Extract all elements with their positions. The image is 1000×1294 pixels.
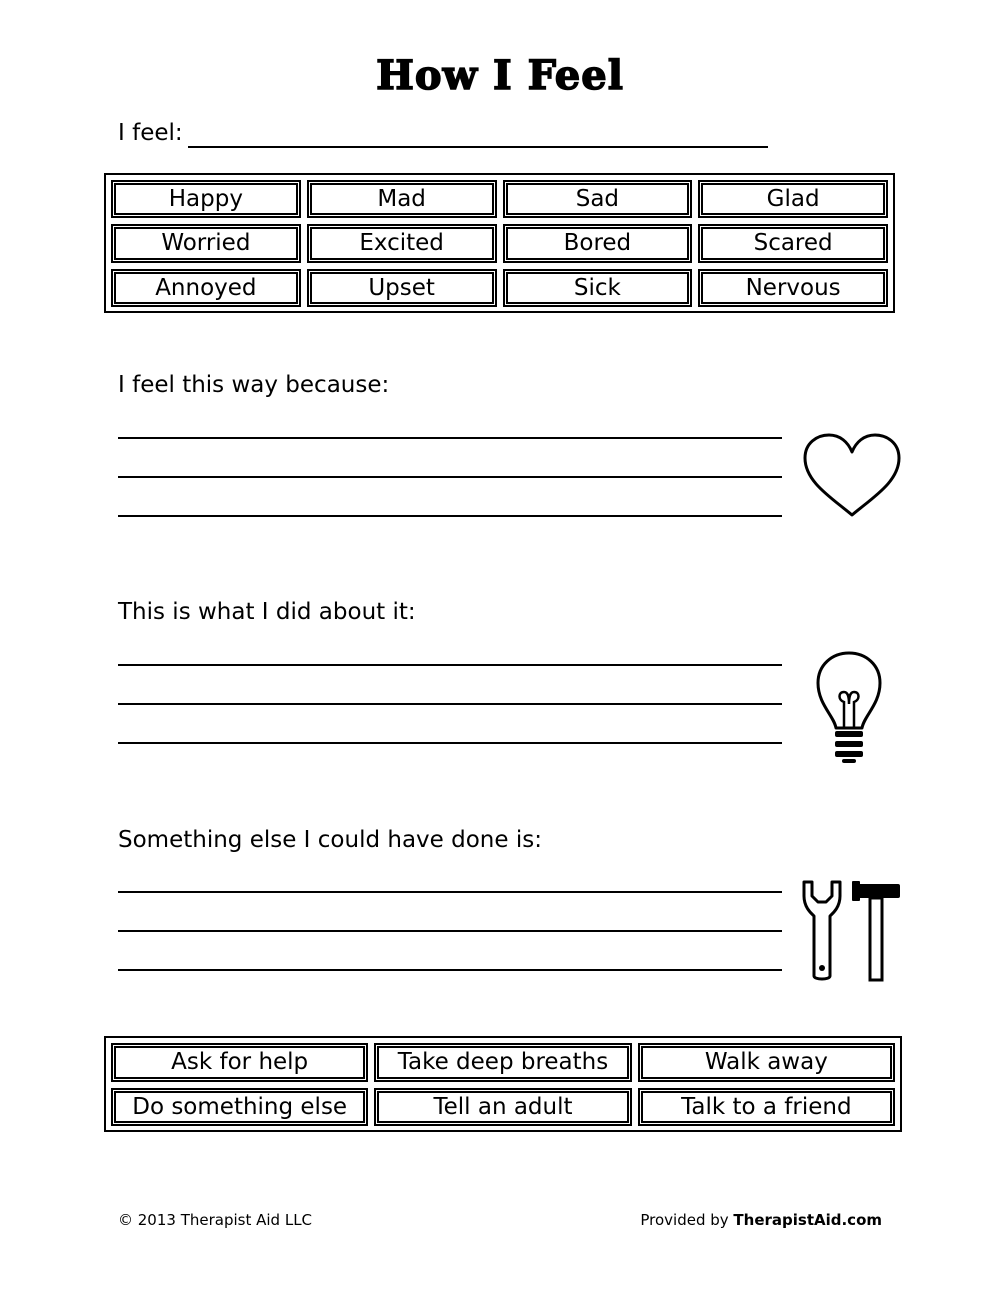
page-title: How I Feel <box>376 52 624 99</box>
copyright-text: © 2013 Therapist Aid LLC <box>118 1211 313 1229</box>
because-prompt: I feel this way because: <box>118 372 390 398</box>
because-line-2[interactable] <box>118 476 782 478</box>
provided-by <box>640 1211 882 1229</box>
feeling-cell[interactable]: Upset <box>307 269 497 307</box>
feeling-cell[interactable]: Worried <box>111 224 301 262</box>
feeling-cell[interactable]: Annoyed <box>111 269 301 307</box>
did-line-1[interactable] <box>118 664 782 666</box>
action-cell[interactable]: Take deep breaths <box>374 1043 631 1082</box>
provided-prefix: Provided by <box>640 1211 734 1229</box>
lightbulb-icon <box>814 650 884 765</box>
feeling-cell[interactable]: Excited <box>307 224 497 262</box>
feeling-cell[interactable]: Glad <box>698 180 888 218</box>
action-cell[interactable]: Tell an adult <box>374 1088 631 1127</box>
did-line-2[interactable] <box>118 703 782 705</box>
provided-site-link[interactable]: TherapistAid.com <box>733 1211 882 1229</box>
feeling-cell[interactable]: Sad <box>503 180 693 218</box>
could-line-3[interactable] <box>118 969 782 971</box>
feeling-cell[interactable]: Mad <box>307 180 497 218</box>
because-line-1[interactable] <box>118 437 782 439</box>
tools-icon <box>798 878 906 984</box>
feeling-cell[interactable]: Nervous <box>698 269 888 307</box>
i-feel-blank[interactable] <box>188 146 768 148</box>
action-cell[interactable]: Walk away <box>638 1043 895 1082</box>
i-feel-label: I feel: <box>118 120 183 146</box>
did-about-it-prompt: This is what I did about it: <box>118 599 416 625</box>
action-cell[interactable]: Talk to a friend <box>638 1088 895 1127</box>
did-line-3[interactable] <box>118 742 782 744</box>
feeling-cell[interactable]: Happy <box>111 180 301 218</box>
feelings-table <box>104 173 895 313</box>
feeling-cell[interactable]: Bored <box>503 224 693 262</box>
heart-icon <box>802 432 902 520</box>
could-line-1[interactable] <box>118 891 782 893</box>
could-line-2[interactable] <box>118 930 782 932</box>
action-cell[interactable]: Do something else <box>111 1088 368 1127</box>
action-cell[interactable]: Ask for help <box>111 1043 368 1082</box>
because-line-3[interactable] <box>118 515 782 517</box>
feeling-cell[interactable]: Sick <box>503 269 693 307</box>
could-have-done-prompt: Something else I could have done is: <box>118 827 542 853</box>
feeling-cell[interactable]: Scared <box>698 224 888 262</box>
actions-table <box>104 1036 902 1132</box>
